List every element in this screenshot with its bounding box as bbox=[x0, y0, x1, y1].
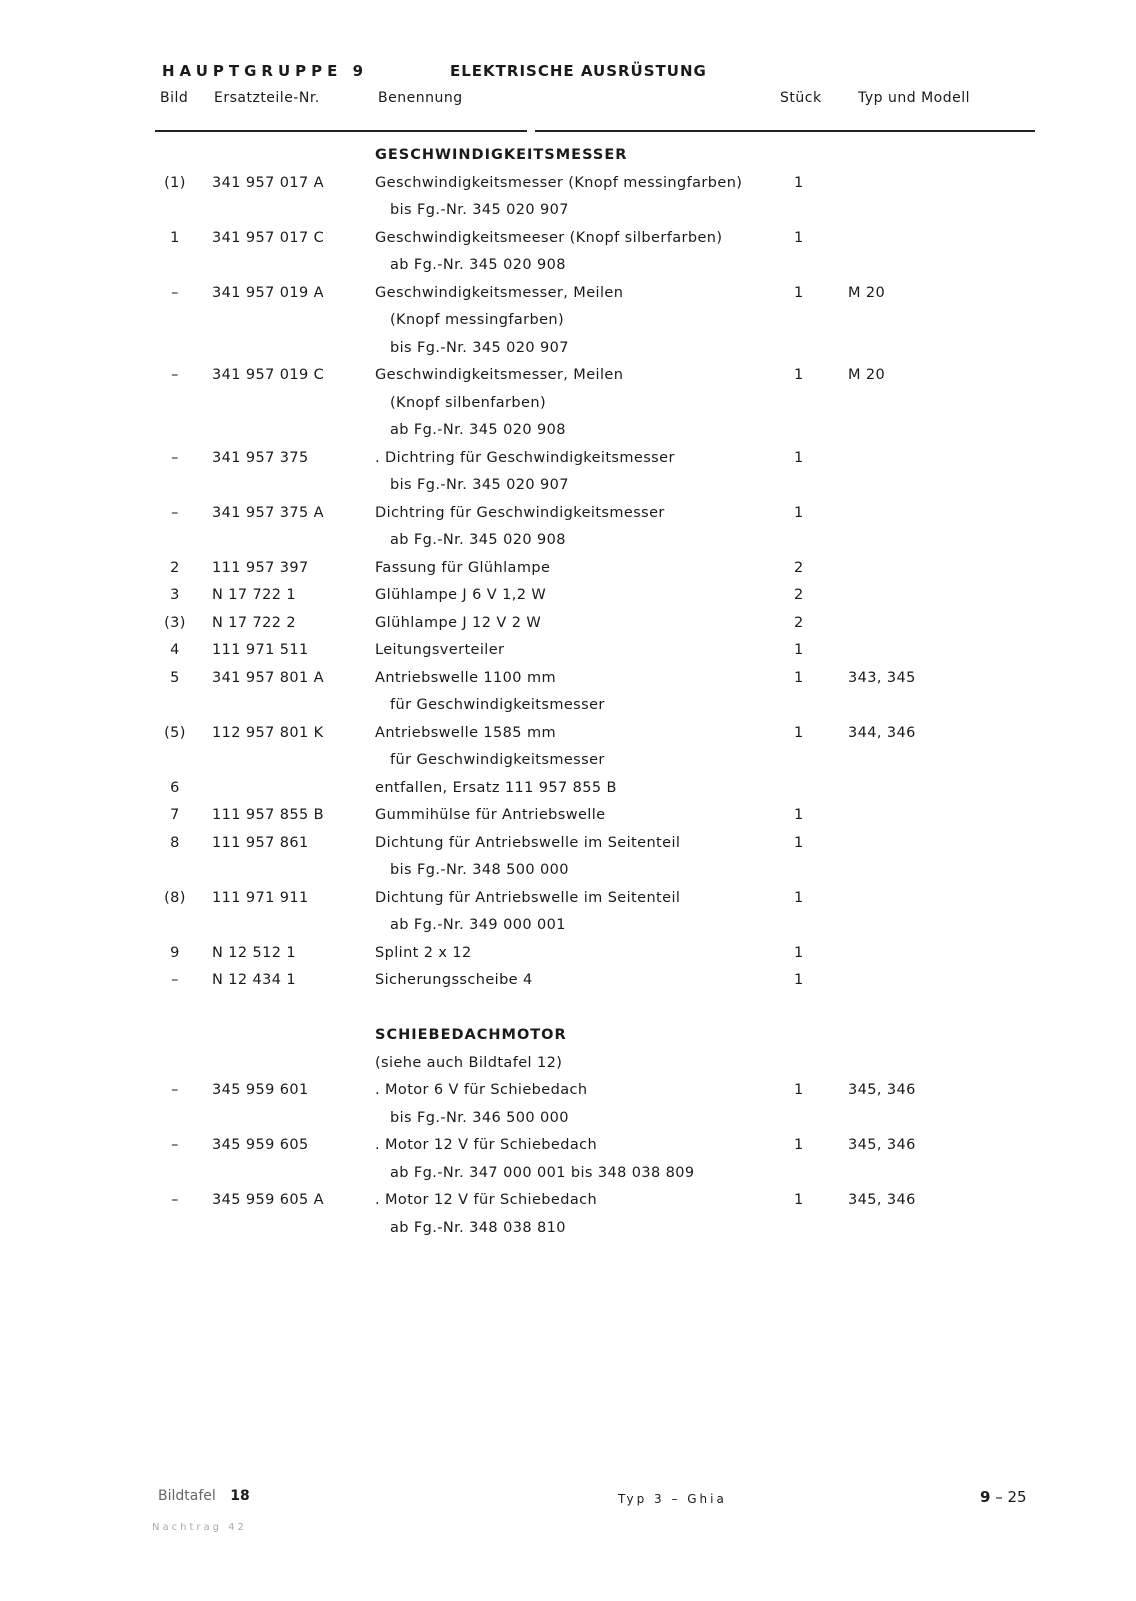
table-row bbox=[0, 1000, 1136, 1028]
cell-typ: M 20 bbox=[848, 367, 886, 383]
cell-typ: M 20 bbox=[848, 284, 886, 301]
table-row bbox=[0, 945, 1136, 973]
page-sub: – 25 bbox=[995, 1488, 1027, 1506]
group-heading: HAUPTGRUPPE 9 bbox=[162, 62, 369, 80]
cell-bild: 6 bbox=[170, 779, 180, 796]
cell-ersatzteil-nr: N 12 434 1 bbox=[212, 972, 297, 988]
cell-benennung: Dichtung für Antriebswelle im Seitenteil bbox=[375, 889, 681, 906]
cell-benennung: ab Fg.-Nr. 345 020 908 bbox=[390, 422, 566, 438]
cell-stueck: 1 bbox=[794, 642, 804, 658]
cell-bild: 3 bbox=[170, 587, 180, 603]
cell-benennung: Sicherungsscheibe 4 bbox=[375, 972, 533, 988]
table-row bbox=[0, 890, 1136, 918]
cell-ersatzteil-nr: 111 957 855 B bbox=[212, 807, 325, 823]
cell-bild: 8 bbox=[170, 834, 180, 851]
cell-ersatzteil-nr: N 12 512 1 bbox=[212, 944, 297, 961]
table-row bbox=[0, 477, 1136, 505]
cell-bild: – bbox=[171, 367, 179, 383]
cell-benennung: für Geschwindigkeitsmesser bbox=[390, 697, 605, 713]
cell-benennung: Splint 2 x 12 bbox=[375, 944, 472, 961]
table-row bbox=[0, 422, 1136, 450]
footer-page-number bbox=[980, 1488, 1027, 1506]
cell-stueck: 1 bbox=[794, 1082, 804, 1098]
table-row bbox=[0, 917, 1136, 945]
footer-nachtrag: Nachtrag 42 bbox=[152, 1522, 247, 1533]
cell-bild: – bbox=[171, 972, 179, 988]
cell-ersatzteil-nr: 111 957 861 bbox=[212, 834, 309, 851]
cell-ersatzteil-nr: 341 957 375 bbox=[212, 449, 309, 466]
cell-ersatzteil-nr: 341 957 801 A bbox=[212, 669, 324, 686]
header-rule-left bbox=[155, 130, 527, 132]
cell-benennung: Glühlampe J 12 V 2 W bbox=[375, 614, 542, 631]
table-row bbox=[0, 1220, 1136, 1248]
cell-bild: – bbox=[171, 504, 179, 521]
cell-typ: 343, 345 bbox=[848, 669, 916, 686]
table-row bbox=[0, 642, 1136, 670]
cell-stueck: 1 bbox=[794, 504, 804, 521]
table-row bbox=[0, 395, 1136, 423]
cell-stueck: 1 bbox=[794, 834, 804, 851]
table-row bbox=[0, 972, 1136, 1000]
cell-ersatzteil-nr: 111 971 911 bbox=[212, 889, 309, 906]
cell-ersatzteil-nr: 111 957 397 bbox=[212, 559, 309, 576]
cell-ersatzteil-nr: 341 957 375 A bbox=[212, 504, 324, 521]
cell-stueck: 1 bbox=[794, 449, 804, 466]
cell-stueck: 1 bbox=[794, 174, 804, 191]
cell-stueck: 1 bbox=[794, 367, 804, 383]
cell-ersatzteil-nr: 341 957 019 C bbox=[212, 367, 325, 383]
cell-ersatzteil-nr: 345 959 601 bbox=[212, 1082, 309, 1098]
bildtafel-number: 18 bbox=[230, 1488, 250, 1504]
cell-stueck: 1 bbox=[794, 1192, 804, 1208]
col-header-bild: Bild bbox=[160, 90, 189, 106]
cell-ersatzteil-nr: 341 957 017 C bbox=[212, 229, 325, 246]
table-row bbox=[0, 697, 1136, 725]
table-row bbox=[0, 1137, 1136, 1165]
cell-typ: 345, 346 bbox=[848, 1192, 916, 1208]
cell-bild: (3) bbox=[164, 614, 186, 631]
table-row bbox=[0, 367, 1136, 395]
cell-stueck: 1 bbox=[794, 972, 804, 988]
cell-bild: 2 bbox=[170, 559, 180, 576]
cell-ersatzteil-nr: N 17 722 1 bbox=[212, 587, 297, 603]
cell-stueck: 1 bbox=[794, 944, 804, 961]
cell-benennung: bis Fg.-Nr. 345 020 907 bbox=[390, 477, 569, 493]
cell-typ: 345, 346 bbox=[848, 1137, 916, 1153]
cell-benennung: ab Fg.-Nr. 349 000 001 bbox=[390, 917, 566, 933]
table-row bbox=[0, 752, 1136, 780]
cell-ersatzteil-nr: 111 971 511 bbox=[212, 642, 309, 658]
cell-benennung: (siehe auch Bildtafel 12) bbox=[375, 1054, 563, 1071]
parts-table bbox=[0, 147, 1136, 1247]
cell-benennung: Glühlampe J 6 V 1,2 W bbox=[375, 587, 547, 603]
cell-typ: 345, 346 bbox=[848, 1082, 916, 1098]
cell-benennung: . Motor 12 V für Schiebedach bbox=[375, 1192, 598, 1208]
cell-typ: 344, 346 bbox=[848, 724, 916, 741]
table-row bbox=[0, 285, 1136, 313]
cell-benennung: ab Fg.-Nr. 345 020 908 bbox=[390, 532, 566, 548]
table-row bbox=[0, 175, 1136, 203]
cell-benennung: GESCHWINDIGKEITSMESSER bbox=[375, 147, 628, 163]
cell-bild: (1) bbox=[164, 174, 186, 191]
cell-bild: (8) bbox=[164, 889, 186, 906]
cell-bild: – bbox=[171, 1137, 179, 1153]
table-row bbox=[0, 780, 1136, 808]
cell-bild: – bbox=[171, 449, 179, 466]
table-row bbox=[0, 1055, 1136, 1083]
cell-ersatzteil-nr: 341 957 019 A bbox=[212, 284, 324, 301]
cell-ersatzteil-nr: 345 959 605 A bbox=[212, 1192, 324, 1208]
table-row bbox=[0, 505, 1136, 533]
col-header-benennung: Benennung bbox=[378, 90, 463, 106]
cell-stueck: 1 bbox=[794, 669, 804, 686]
cell-bild: – bbox=[171, 1192, 179, 1208]
cell-benennung: Geschwindigkeitsmesser (Knopf messingfarben) bbox=[375, 174, 743, 191]
cell-benennung: bis Fg.-Nr. 348 500 000 bbox=[390, 862, 569, 878]
bildtafel-label: Bildtafel bbox=[158, 1488, 216, 1504]
cell-benennung: Geschwindigkeitsmesser, Meilen bbox=[375, 284, 624, 301]
cell-bild: – bbox=[171, 1082, 179, 1098]
cell-benennung: (Knopf messingfarben) bbox=[390, 312, 565, 328]
cell-stueck: 2 bbox=[794, 559, 804, 576]
cell-bild: 5 bbox=[170, 669, 180, 686]
cell-benennung: bis Fg.-Nr. 345 020 907 bbox=[390, 202, 569, 218]
table-row bbox=[0, 862, 1136, 890]
table-row bbox=[0, 1192, 1136, 1220]
table-row bbox=[0, 587, 1136, 615]
cell-benennung: Geschwindigkeitsmeeser (Knopf silberfarben) bbox=[375, 229, 723, 246]
table-row bbox=[0, 725, 1136, 753]
cell-ersatzteil-nr: N 17 722 2 bbox=[212, 614, 297, 631]
cell-stueck: 2 bbox=[794, 614, 804, 631]
section-heading-row bbox=[0, 147, 1136, 175]
cell-ersatzteil-nr: 112 957 801 K bbox=[212, 724, 324, 741]
table-row bbox=[0, 202, 1136, 230]
cell-stueck: 1 bbox=[794, 807, 804, 823]
table-row bbox=[0, 1110, 1136, 1138]
section-heading-row bbox=[0, 1027, 1136, 1055]
table-row bbox=[0, 835, 1136, 863]
page-main: 9 bbox=[980, 1488, 991, 1506]
cell-benennung: SCHIEBEDACHMOTOR bbox=[375, 1027, 567, 1043]
cell-stueck: 1 bbox=[794, 284, 804, 301]
cell-bild: 9 bbox=[170, 944, 180, 961]
table-row bbox=[0, 1165, 1136, 1193]
cell-benennung: . Motor 12 V für Schiebedach bbox=[375, 1137, 598, 1153]
cell-bild: – bbox=[171, 284, 179, 301]
cell-benennung: entfallen, Ersatz 111 957 855 B bbox=[375, 779, 617, 796]
cell-benennung: Antriebswelle 1585 mm bbox=[375, 724, 556, 741]
table-row bbox=[0, 807, 1136, 835]
table-row bbox=[0, 615, 1136, 643]
cell-benennung: Gummihülse für Antriebswelle bbox=[375, 807, 606, 823]
cell-bild: 7 bbox=[170, 807, 180, 823]
cell-benennung: Fassung für Glühlampe bbox=[375, 559, 551, 576]
cell-bild: 1 bbox=[170, 229, 180, 246]
table-row bbox=[0, 230, 1136, 258]
header-rule-right bbox=[535, 130, 1035, 132]
cell-bild: (5) bbox=[164, 724, 186, 741]
cell-benennung: Antriebswelle 1100 mm bbox=[375, 669, 556, 686]
cell-bild: 4 bbox=[170, 642, 180, 658]
cell-benennung: Leitungsverteiler bbox=[375, 642, 505, 658]
cell-benennung: Geschwindigkeitsmesser, Meilen bbox=[375, 367, 624, 383]
group-title: ELEKTRISCHE AUSRÜSTUNG bbox=[450, 62, 707, 80]
table-row bbox=[0, 560, 1136, 588]
cell-benennung: . Motor 6 V für Schiebedach bbox=[375, 1082, 588, 1098]
cell-stueck: 1 bbox=[794, 1137, 804, 1153]
cell-benennung: Dichtung für Antriebswelle im Seitenteil bbox=[375, 834, 681, 851]
table-row bbox=[0, 257, 1136, 285]
page-header bbox=[162, 62, 707, 80]
table-row bbox=[0, 450, 1136, 478]
table-row bbox=[0, 1082, 1136, 1110]
table-row bbox=[0, 670, 1136, 698]
col-header-ersatzteil-nr: Ersatzteile-Nr. bbox=[214, 90, 320, 106]
table-row bbox=[0, 532, 1136, 560]
col-header-stueck: Stück bbox=[780, 90, 822, 106]
cell-benennung: ab Fg.-Nr. 348 038 810 bbox=[390, 1219, 566, 1236]
footer-bildtafel bbox=[158, 1488, 250, 1504]
cell-stueck: 1 bbox=[794, 724, 804, 741]
cell-benennung: für Geschwindigkeitsmesser bbox=[390, 752, 605, 768]
cell-ersatzteil-nr: 345 959 605 bbox=[212, 1137, 309, 1153]
cell-stueck: 1 bbox=[794, 229, 804, 246]
cell-benennung: bis Fg.-Nr. 345 020 907 bbox=[390, 339, 569, 356]
cell-stueck: 1 bbox=[794, 889, 804, 906]
cell-benennung: ab Fg.-Nr. 347 000 001 bis 348 038 809 bbox=[390, 1164, 695, 1181]
footer-typ: Typ 3 – Ghia bbox=[618, 1492, 727, 1506]
cell-benennung: (Knopf silbenfarben) bbox=[390, 394, 546, 411]
table-row bbox=[0, 312, 1136, 340]
table-row bbox=[0, 340, 1136, 368]
cell-benennung: ab Fg.-Nr. 345 020 908 bbox=[390, 257, 566, 273]
col-header-typ: Typ und Modell bbox=[858, 90, 970, 106]
cell-ersatzteil-nr: 341 957 017 A bbox=[212, 174, 324, 191]
cell-stueck: 2 bbox=[794, 587, 804, 603]
cell-benennung: bis Fg.-Nr. 346 500 000 bbox=[390, 1109, 569, 1126]
cell-benennung: . Dichtring für Geschwindigkeitsmesser bbox=[375, 449, 675, 466]
cell-benennung: Dichtring für Geschwindigkeitsmesser bbox=[375, 504, 665, 521]
